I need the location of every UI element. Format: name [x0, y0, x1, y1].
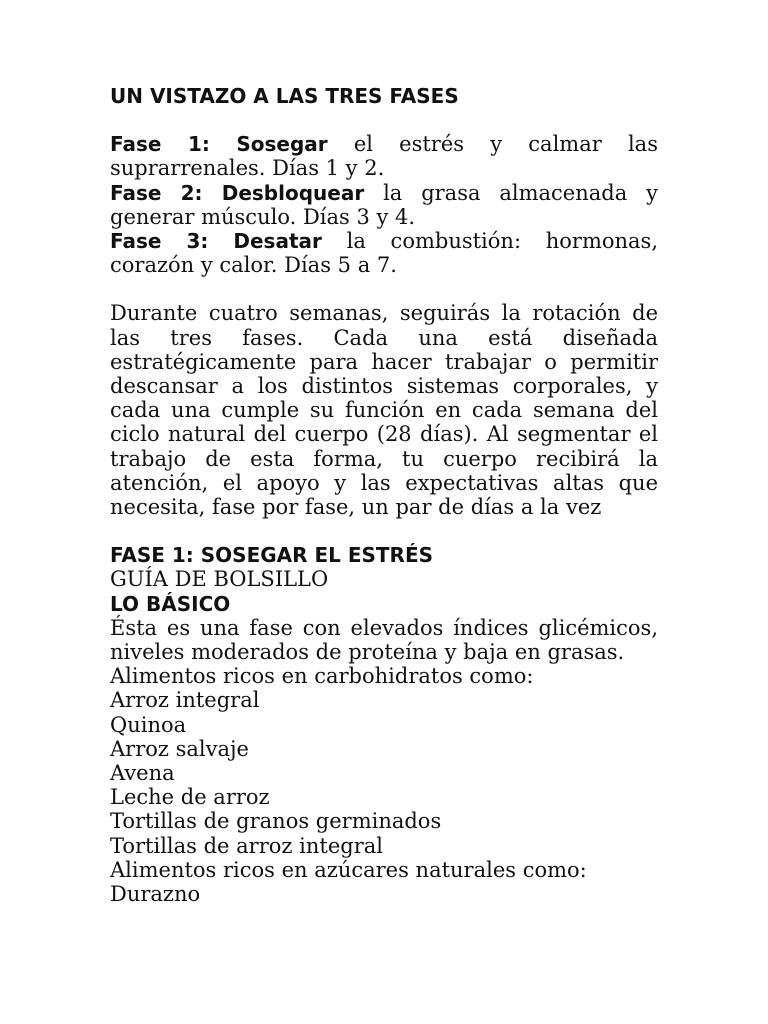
phase-2-text: la grasa almacenada y generar músculo. Días 3 y 4.: [110, 180, 658, 229]
document-page: [110, 84, 658, 906]
phase-3-text: la combustión: hormonas, corazón y calor. Días 5 a 7.: [110, 229, 658, 278]
phase-3-label: Fase 3: Desatar: [110, 229, 322, 254]
section-heading: FASE 1: SOSEGAR EL ESTRÉS: [110, 543, 434, 568]
basics-text: Ésta es una fase con elevados índices glicémicos, niveles moderados de proteína y baja en grasas.: [110, 615, 658, 665]
list-item: Arroz salvaje: [110, 736, 249, 761]
sugars-intro: Alimentos ricos en azúcares naturales como:: [110, 857, 587, 882]
list-item: Arroz integral: [110, 688, 260, 713]
phase-2-label: Fase 2: Desbloquear: [110, 180, 365, 205]
basics-heading: LO BÁSICO: [110, 591, 231, 616]
phase-1: [110, 132, 658, 180]
list-item: Tortillas de granos germinados: [110, 809, 442, 834]
phase-3: [110, 229, 658, 277]
phase-2: [110, 181, 658, 229]
list-item: Quinoa: [110, 712, 187, 737]
section-subheading: GUÍA DE BOLSILLO: [110, 567, 329, 592]
intro-paragraph: Durante cuatro semanas, seguirás la rotación de las tres fases. Cada una está diseñada estratégicamente para hacer trabajar o permitir descansar a los distintos sistemas corporales, y cada una cumple su función en cada semana del ciclo natural del cuerpo (28 días). Al segmentar el trabajo de esta forma, tu cuerpo recibirá la atención, el apoyo y las expectativas altas que necesita, fase por fase, un par de días a la vez: [110, 301, 658, 520]
list-item: Leche de arroz: [110, 785, 270, 810]
list-item: Avena: [110, 761, 175, 786]
carbs-intro: Alimentos ricos en carbohidratos como:: [110, 664, 534, 689]
phase-1-label: Fase 1: Sosegar: [110, 132, 328, 157]
list-item: Durazno: [110, 882, 201, 907]
phase-1-text: el estrés y calmar las suprarrenales. Días 1 y 2.: [110, 132, 658, 181]
list-item: Tortillas de arroz integral: [110, 833, 383, 858]
document-title: UN VISTAZO A LAS TRES FASES: [110, 84, 459, 108]
